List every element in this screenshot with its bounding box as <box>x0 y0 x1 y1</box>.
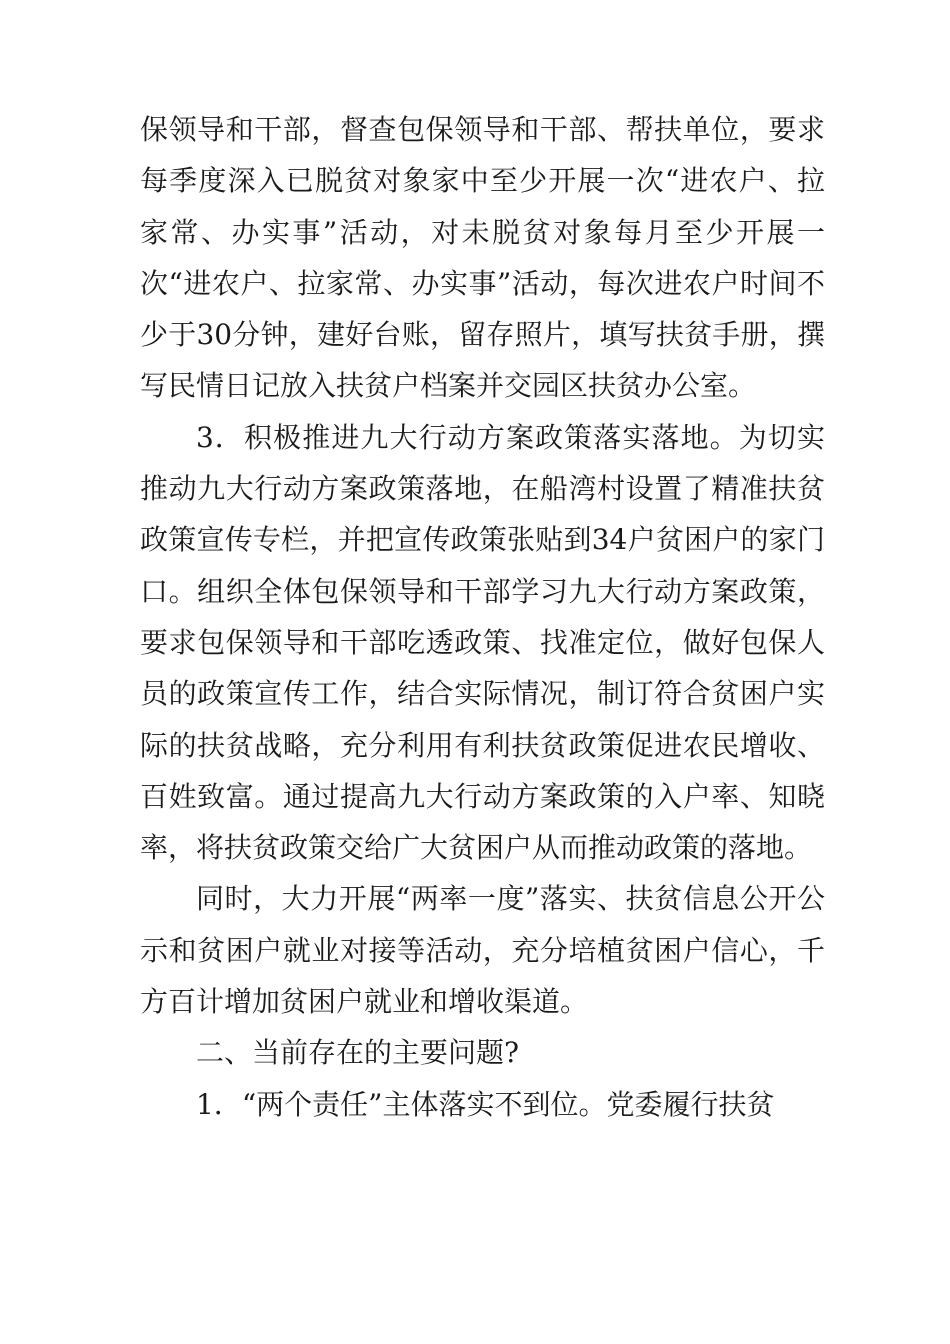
document-body <box>140 104 825 1130</box>
paragraph-policy-implementation: 3．积极推进九大行动方案政策落实落地。为切实推动九大行动方案政策落地，在船湾村设置了精准扶贫政策宣传专栏，并把宣传政策张贴到34户贫困户的家门口。组织全体包保领导和干部学习九大行动方案政策，要求包保领导和干部吃透政策、找准定位，做好包保人员的政策宣传工作，结合实际情况，制订符合贫困户实际的扶贫战略，充分利用有利扶贫政策促进农民增收、百姓致富。通过提高九大行动方案政策的入户率、知晓率，将扶贫政策交给广大贫困户从而推动政策的落地。 <box>140 420 825 865</box>
paragraph-activities: 同时，大力开展“两率一度”落实、扶贫信息公开公示和贫困户就业对接等活动，充分培植贫困户信心，千方百计增加贫困户就业和增收渠道。 <box>140 882 825 1019</box>
section-heading-main-problems: 二、当前存在的主要问题? <box>196 1036 520 1070</box>
paragraph-responsibility: 1．“两个责任”主体落实不到位。党委履行扶贫 <box>196 1087 775 1121</box>
paragraph-continuation: 保领导和干部，督查包保领导和干部、帮扶单位，要求每季度深入已脱贫对象家中至少开展一次“进农户、拉家常、办实事”活动，对未脱贫对象每月至少开展一次“进农户、拉家常、办实事”活动，每次进农户时间不少于30分钟，建好台账，留存照片，填写扶贫手册，撰写民情日记放入扶贫户档案并交园区扶贫办公室。 <box>140 113 825 403</box>
